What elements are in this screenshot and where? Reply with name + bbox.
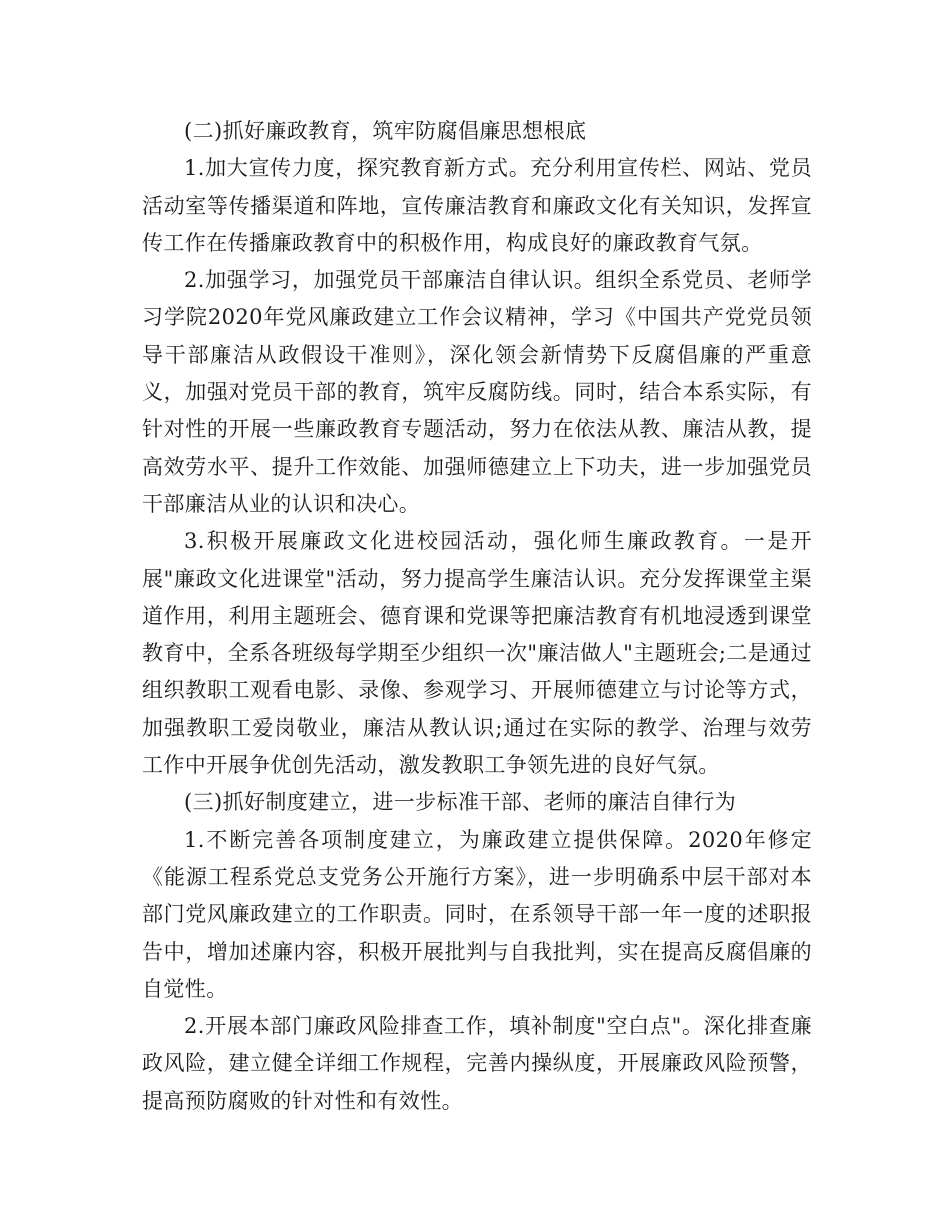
document-body (142, 113, 812, 1120)
paragraph: 1.加大宣传力度，探究教育新方式。充分利用宣传栏、网站、党员活动室等传播渠道和阵地，宣传廉洁教育和廉政文化有关知识，发挥宣传工作在传播廉政教育中的积极作用，构成良好的廉政教育气氛。 (142, 156, 812, 255)
paragraph: 2.加强学习，加强党员干部廉洁自律认识。组织全系党员、老师学习学院2020年党风廉政建立工作会议精神，学习《中国共产党党员领导干部廉洁从政假设干准则》，深化领会新情势下反腐倡廉的严重意义，加强对党员干部的教育，筑牢反腐防线。同时，结合本系实际，有针对性的开展一些廉政教育专题活动，努力在依法从教、廉洁从教，提高效劳水平、提升工作效能、加强师德建立上下功夫，进一步加强党员干部廉洁从业的认识和决心。 (142, 268, 812, 516)
section-heading-2: (二)抓好廉政教育，筑牢防腐倡廉思想根底 (184, 119, 587, 143)
section-heading-3: (三)抓好制度建立，进一步标准干部、老师的廉洁自律行为 (184, 790, 737, 815)
paragraph: 2.开展本部门廉政风险排查工作，填补制度"空白点"。深化排查廉政风险，建立健全详细工作规程，完善内操纵度，开展廉政风险预警，提高预防腐败的针对性和有效性。 (142, 1014, 812, 1113)
paragraph: 3.积极开展廉政文化进校园活动，强化师生廉政教育。一是开展"廉政文化进课堂"活动，努力提高学生廉洁认识。充分发挥课堂主渠道作用，利用主题班会、德育课和党课等把廉洁教育有机地浸透到课堂教育中，全系各班级每学期至少组织一次"廉洁做人"主题班会;二是通过组织教职工观看电影、录像、参观学习、开展师德建立与讨论等方式，加强教职工爱岗敬业，廉洁从教认识;通过在实际的教学、治理与效劳工作中开展争优创先活动，激发教职工争领先进的良好气氛。 (142, 529, 812, 778)
paragraph: 1.不断完善各项制度建立，为廉政建立提供保障。2020年修定《能源工程系党总支党务公开施行方案》，进一步明确系中层干部对本部门党风廉政建立的工作职责。同时，在系领导干部一年一度的述职报告中，增加述廉内容，积极开展批判与自我批判，实在提高反腐倡廉的自觉性。 (142, 827, 812, 1001)
